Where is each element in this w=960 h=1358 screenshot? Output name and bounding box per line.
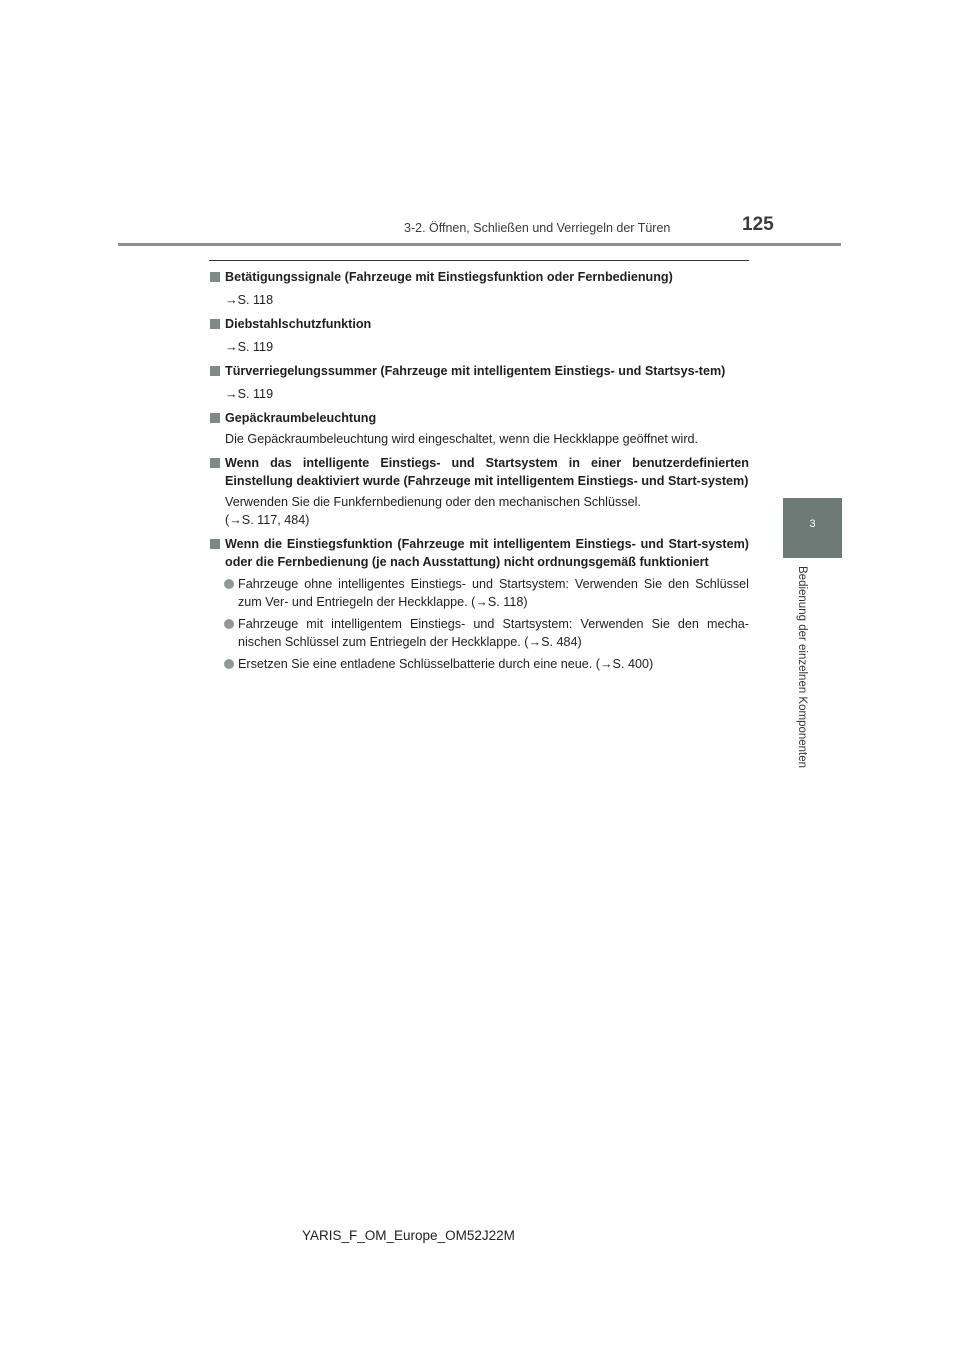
list-item xyxy=(209,655,749,673)
page-number: 125 xyxy=(742,214,774,235)
square-bullet-icon xyxy=(210,366,220,376)
section-heading xyxy=(209,268,749,286)
header-rule xyxy=(118,243,841,246)
list-item xyxy=(209,615,749,651)
square-bullet-icon xyxy=(210,413,220,423)
list-item-text: Ersetzen Sie eine entladene Schlüsselbatterie durch eine neue. (→S. 400) xyxy=(238,657,654,671)
content-body xyxy=(209,266,749,677)
section-text: Die Gepäckraumbeleuchtung wird eingeschaltet, wenn die Heckklappe geöffnet wird. xyxy=(225,432,699,446)
section-heading xyxy=(209,535,749,571)
document-id: YARIS_F_OM_Europe_OM52J22M xyxy=(302,1228,515,1243)
list-item-text: Fahrzeuge ohne intelligentes Einstiegs- und Startsystem: Verwenden Sie den Schlüssel zum Ver- und Entriegeln der Heckklappe. (→S. 118) xyxy=(238,577,749,609)
chapter-number: 3 xyxy=(809,518,816,530)
page-reference: →S. 119 xyxy=(225,387,274,401)
square-bullet-icon xyxy=(210,458,220,468)
section-text: Verwenden Sie die Funkfernbedienung oder den mechanischen Schlüssel. xyxy=(225,495,641,509)
round-bullet-icon xyxy=(224,619,234,629)
content-top-rule xyxy=(209,260,749,261)
round-bullet-icon xyxy=(224,659,234,669)
section-heading xyxy=(209,409,749,427)
list-item-text: Fahrzeuge mit intelligentem Einstiegs- und Startsystem: Verwenden Sie den mecha-nischen Schlüssel zum Entriegeln der Heckklappe. (→S. 484) xyxy=(238,617,749,649)
section-heading-text: Wenn das intelligente Einstiegs- und Startsystem in einer benutzerdefinierten Einstellung deaktiviert wurde (Fahrzeuge mit intelligentem Einstiegs- und Start-system) xyxy=(225,456,749,488)
square-bullet-icon xyxy=(210,319,220,329)
section-heading-text: Türverriegelungssummer (Fahrzeuge mit intelligentem Einstiegs- und Startsys-tem) xyxy=(225,364,726,378)
square-bullet-icon xyxy=(210,272,220,282)
section-heading xyxy=(209,315,749,333)
section-heading-text: Betätigungssignale (Fahrzeuge mit Einstiegsfunktion oder Fernbedienung) xyxy=(225,270,673,284)
section-heading xyxy=(209,454,749,490)
chapter-tab xyxy=(783,498,842,558)
round-bullet-icon xyxy=(224,579,234,589)
page-reference: →S. 119 xyxy=(225,340,274,354)
section-heading-text: Diebstahlschutzfunktion xyxy=(225,317,372,331)
list-item xyxy=(209,575,749,611)
page-reference: →S. 118 xyxy=(225,293,274,307)
chapter-label: Bedienung der einzelnen Komponenten xyxy=(796,566,808,769)
section-heading-text: Gepäckraumbeleuchtung xyxy=(225,411,377,425)
section-text-reference: (→S. 117, 484) xyxy=(225,513,310,527)
section-heading-text: Wenn die Einstiegsfunktion (Fahrzeuge mit intelligentem Einstiegs- und Start-system) oder die Fernbedienung (je nach Ausstattung) nicht ordnungsgemäß funktioniert xyxy=(225,537,749,569)
section-title: 3-2. Öffnen, Schließen und Verriegeln der Türen xyxy=(404,221,671,235)
square-bullet-icon xyxy=(210,539,220,549)
section-heading xyxy=(209,362,749,380)
